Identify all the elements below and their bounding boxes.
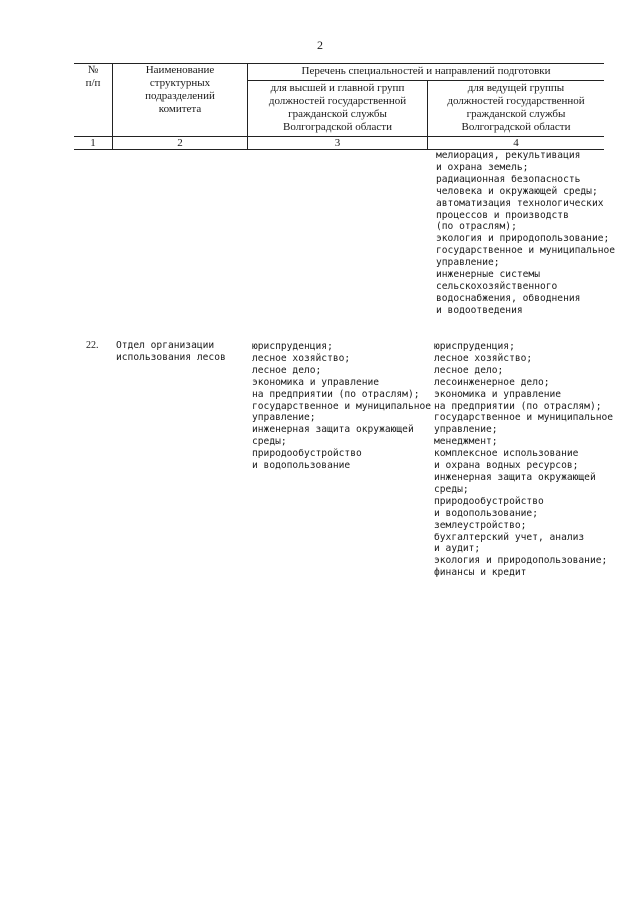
row-unit-name: Отдел организации использования лесов <box>116 340 226 363</box>
row-leading-list: юриспруденция; лесное хозяйство; лесное дело; лесоинженерное дело; экономика и управление на предприятии (по отраслям); государственное и муниципальное управление; менеджмент; комплексное использование и охрана водных ресурсов; инженерная защита окружающей среды; природообустройство и водопользование; землеустройство; бухгалтерский учет, анализ и аудит; экология и природопользование; финансы и кредит <box>434 341 614 579</box>
header-specialties-group: Перечень специальностей и направлений подготовки <box>301 65 551 77</box>
column-number-3: 3 <box>334 137 341 149</box>
continuation-leading-list: мелиорация, рекультивация и охрана земель; радиационная безопасность человека и окружающей среды; автоматизация технологических процессов и производств (по отраслям); экология и природопользование; государственное и муниципальное управление; инженерные системы сельскохозяйственного водоснабжения, обводнения и водоотведения <box>436 150 616 316</box>
group-header-divider <box>247 80 604 81</box>
column-number-4: 4 <box>513 137 519 149</box>
row-senior-list: юриспруденция; лесное хозяйство; лесное дело; экономика и управление на предприятии (по отраслям); государственное и муниципальное управление; инженерная защита окружающей среды; природообустройство и водопользование <box>252 341 432 472</box>
header-leading-group: для ведущей группы должностей государственной гражданской службы Волгоградской области <box>447 82 585 133</box>
page-number: 2 <box>317 38 323 52</box>
row-number: 22. <box>86 340 99 351</box>
header-senior-groups: для высшей и главной групп должностей государственной гражданской службы Волгоградской области <box>268 82 407 133</box>
header-unit-name: Наименование структурных подразделений комитета <box>145 64 215 115</box>
column-number-2: 2 <box>177 137 183 149</box>
header-number: № п/п <box>85 64 101 89</box>
column-number-1: 1 <box>90 137 96 149</box>
